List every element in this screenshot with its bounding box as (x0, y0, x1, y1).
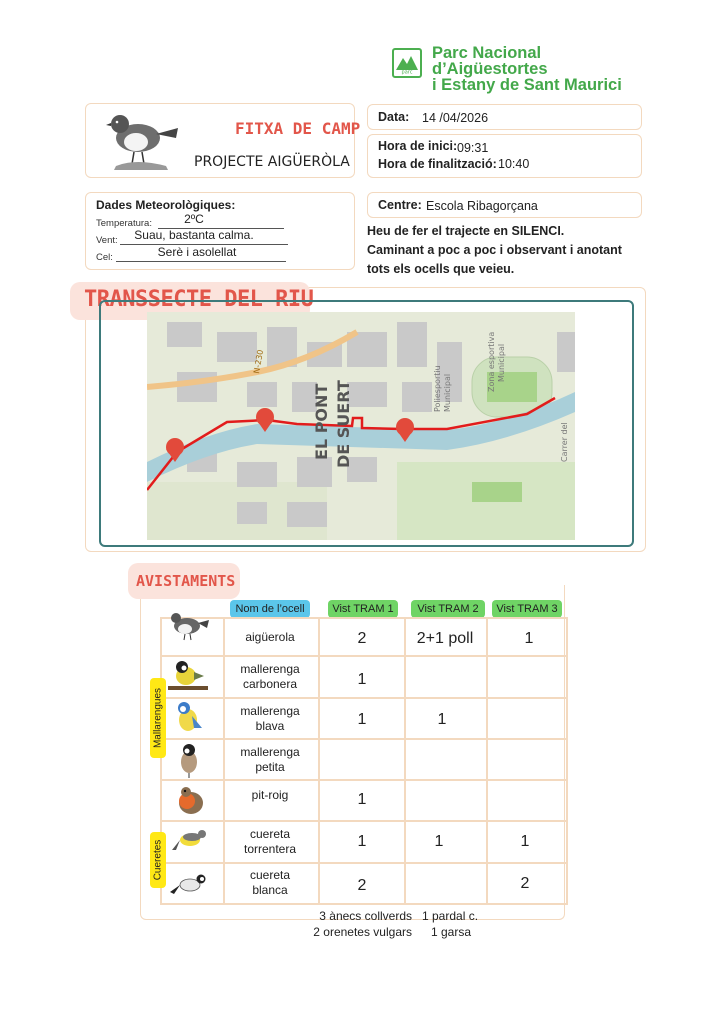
group-label-wagtails (150, 832, 166, 888)
end-time-value: 10:40 (498, 157, 530, 171)
park-name-line2: d’Aigüestortes (432, 60, 548, 78)
count-tram1: 1 (357, 711, 367, 728)
count-tram3: 1 (524, 630, 534, 647)
count-tram2: 2+1 poll (416, 630, 474, 647)
sky-value: Serè i asolellat (157, 245, 237, 259)
wind-value: Suau, bastanta calma. (134, 228, 254, 242)
extra-item: 1 pardal c. (422, 909, 479, 923)
svg-text:parc: parc (401, 69, 413, 76)
bird-name: cuereta blanca (249, 868, 291, 897)
weather-title: Dades Meteorològiques: (96, 198, 236, 212)
date-label: Data: (378, 110, 410, 124)
white-wagtail-icon (170, 870, 210, 905)
count-tram1: 1 (357, 833, 367, 850)
count-tram1: 1 (357, 791, 367, 808)
bird-name: aigüerola (245, 630, 295, 644)
bird-name: mallerenga petita (240, 745, 300, 774)
table-rule (160, 779, 568, 781)
column-header-tram3: Vist TRAM 3 (492, 600, 562, 618)
svg-text:Carrer del: Carrer del (560, 422, 569, 462)
column-header-tram1: Vist TRAM 1 (328, 600, 398, 618)
count-tram1: 2 (357, 877, 367, 894)
bird-name: pit-roig (251, 788, 289, 802)
svg-text:Poliesportiu: Poliesportiu (433, 365, 442, 412)
svg-text:DE SUERT: DE SUERT (334, 380, 353, 468)
count-tram1: 1 (357, 671, 367, 688)
school-value: Escola Ribagorçana (426, 199, 538, 213)
wind-label: Vent: (96, 235, 118, 246)
count-tram1: 2 (357, 630, 367, 647)
bird-name: mallerenga blava (240, 704, 300, 733)
count-tram2: 1 (434, 833, 444, 850)
extra-row (300, 908, 530, 924)
count-tram3: 1 (520, 833, 530, 850)
sightings-title: AVISTAMENTS (136, 572, 236, 590)
instructions (367, 222, 657, 279)
extra-item: 2 orenetes vulgars (313, 925, 412, 939)
temperature-value: 2ºC (184, 212, 204, 226)
group-label-tits-text: Mallarengues (152, 687, 164, 749)
robin-icon (174, 783, 208, 824)
svg-text:EL PONT: EL PONT (312, 383, 331, 460)
coal-tit-icon (174, 740, 204, 783)
group-label-wagtails-text: Cueretes (152, 839, 164, 881)
table-rule (160, 697, 568, 699)
grey-wagtail-icon (172, 826, 212, 861)
group-label-tits (150, 678, 166, 758)
svg-text:Zona esportiva: Zona esportiva (487, 331, 496, 392)
dipper-icon (167, 610, 211, 647)
table-rule (566, 617, 568, 904)
table-rule (160, 820, 568, 822)
column-header-name: Nom de l’ocell (230, 600, 310, 618)
table-rule (160, 738, 568, 740)
instructions-line1: Heu de fer el trajecte en SILENCI. (367, 224, 565, 238)
date-value: 14 /04/2026 (422, 111, 489, 125)
dipper-illustration-icon (106, 108, 186, 179)
count-tram2: 1 (437, 711, 447, 728)
table-rule (404, 617, 406, 904)
table-rule (160, 903, 568, 905)
extra-item: 3 ànecs collverds (319, 909, 412, 923)
table-rule (486, 617, 488, 904)
instructions-line3: tots els ocells que veieu. (367, 262, 515, 276)
bird-name: mallerenga carbonera (240, 662, 300, 691)
start-time-value: 09:31 (457, 141, 489, 155)
svg-text:N-230: N-230 (252, 349, 266, 375)
blue-tit-icon (170, 698, 206, 741)
instructions-line2: Caminant a poc a poc i observant i anotant (367, 243, 622, 257)
end-time-label: Hora de finalització: (378, 157, 497, 171)
svg-text:Municipal: Municipal (443, 373, 452, 412)
count-tram3: 2 (520, 875, 530, 892)
great-tit-icon (168, 658, 208, 699)
park-name-line1: Parc Nacional (432, 44, 542, 62)
sky-line (116, 261, 286, 262)
table-rule (160, 655, 568, 657)
table-rule (160, 617, 568, 619)
temperature-label: Temperatura: (96, 218, 152, 229)
extra-row (300, 924, 530, 940)
start-time-label: Hora de inici: (378, 139, 458, 153)
column-header-tram2: Vist TRAM 2 (411, 600, 485, 618)
school-card (367, 192, 642, 218)
svg-text:Municipal: Municipal (497, 343, 506, 382)
extra-sightings (300, 908, 530, 940)
table-rule (318, 617, 320, 904)
project-name: PROJECTE AIGÜERÒLA (194, 154, 350, 170)
sheet-title: FITXA DE CAMP (235, 119, 361, 138)
extra-item: 1 garsa (431, 925, 472, 939)
transect-title: TRANSSECTE DEL RIU (84, 287, 314, 312)
table-rule (160, 862, 568, 864)
park-logo-icon (392, 48, 422, 78)
park-name (432, 45, 662, 93)
bird-name: cuereta torrentera (243, 827, 297, 856)
river-map (147, 312, 575, 540)
date-card (367, 104, 642, 130)
time-card (367, 134, 642, 178)
sky-label: Cel: (96, 252, 113, 263)
park-name-line3: i Estany de Sant Maurici (432, 76, 622, 94)
school-label: Centre: (378, 198, 422, 212)
